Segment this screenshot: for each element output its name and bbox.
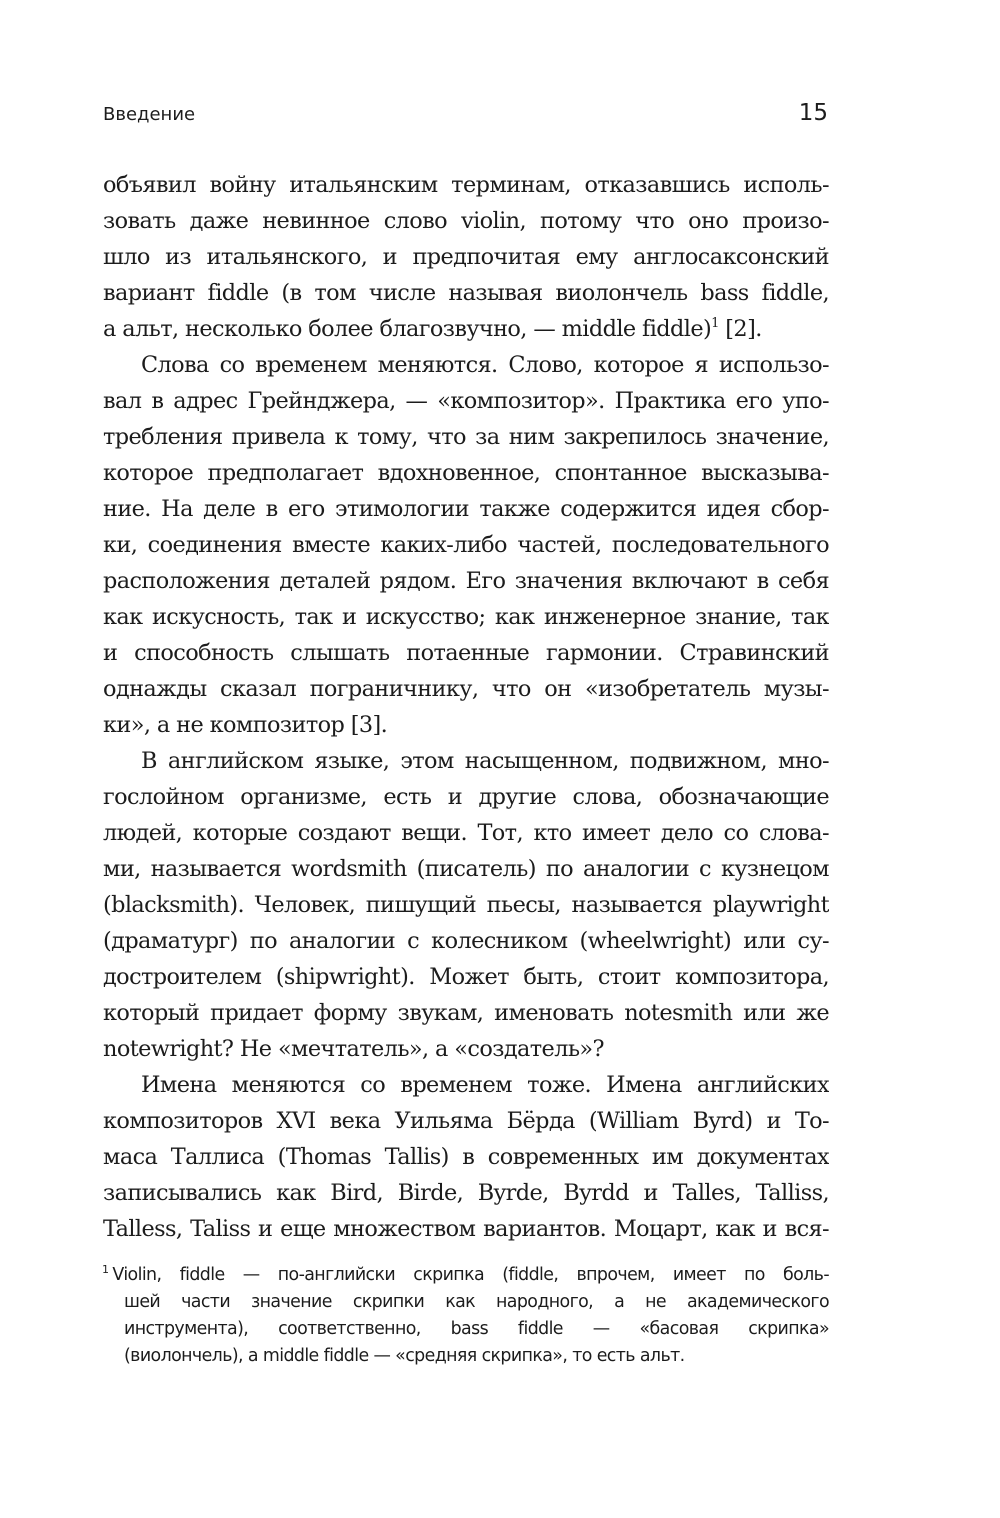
footnote-line: (виолончель), а middle fiddle — «средняя скрипка», то есть альт. [124,1346,685,1366]
text-line: шло из итальянского, и предпочитая ему англосаксонский [103,244,829,270]
body-text [103,167,829,1247]
text-line: как искусность, так и искусство; как инженерное знание, так [103,604,829,630]
page-number: 15 [798,100,828,126]
text-line: (blacksmith). Человек, пишущий пьесы, называется playwright [103,892,829,918]
text-line [103,311,829,347]
text-line: требления привела к тому, что за ним закрепилось значение, [103,424,829,450]
footnote-line-content: Violin, fiddle — по-английски скрипка (fiddle, впрочем, имеет по боль- [112,1265,829,1285]
text-line: Имена меняются со временем тоже. Имена английских [141,1072,829,1098]
paragraph-4 [103,1067,829,1247]
running-head: Введение [103,104,196,125]
text-line: В английском языке, этом насыщенном, подвижном, мно- [141,748,829,774]
text-line: маса Таллиса (Thomas Tallis) в современных им документах [103,1144,829,1170]
text-line: которое предполагает вдохновенное, спонтанное высказыва- [103,460,829,486]
footnote-mark: 1 [102,1263,109,1276]
text-line: ние. На деле в его этимологии также содержится идея сбор- [103,496,829,522]
text-line: зовать даже невинное слово violin, потому что оно произо- [103,208,829,234]
text-line: композиторов XVI века Уильяма Бёрда (William Byrd) и То- [103,1108,829,1134]
text-line: гослойном организме, есть и другие слова, обозначающие [103,784,829,810]
text-line: людей, которые создают вещи. Тот, кто имеет дело со слова- [103,820,829,846]
text-line: (драматург) по аналогии с колесником (wheelwright) или су- [103,928,829,954]
text-line: записывались как Bird, Birde, Byrde, Byrdd и Talles, Talliss, [103,1180,829,1206]
text-line: ми, называется wordsmith (писатель) по аналогии с кузнецом [103,856,829,882]
text-line: достроителем (shipwright). Может быть, стоит композитора, [103,964,829,990]
paragraph-3 [103,743,829,1067]
footnote [102,1262,829,1370]
footnote-reference: 1 [711,316,719,331]
text-line-content: а альт, несколько более благозвучно, — middle fiddle) [103,316,712,342]
text-line: объявил войну итальянским терминам, отказавшись исполь- [103,172,829,198]
text-line: и способность слышать потаенные гармонии. Стравинский [103,640,829,666]
paragraph-2 [103,347,829,743]
text-line: вариант fiddle (в том числе называя виолончель bass fiddle, [103,280,829,306]
text-line: который придает форму звукам, именовать notesmith или же [103,1000,829,1026]
text-line: Talless, Taliss и еще множеством вариантов. Моцарт, как и вся- [103,1216,829,1242]
paragraph-1 [103,167,829,347]
citation-reference: [2]. [718,316,762,342]
text-line: Слова со временем меняются. Слово, которое я использо- [141,352,829,378]
text-line: ки», а не композитор [3]. [103,712,388,738]
footnote-line: шей части значение скрипки как народного, а не академического [124,1292,829,1312]
text-line: однажды сказал пограничнику, что он «изобретатель музы- [103,676,829,702]
text-line: ки, соединения вместе каких-либо частей, последовательного [103,532,829,558]
text-line: notewright? Не «мечтатель», а «создатель»? [103,1036,604,1062]
text-line: расположения деталей рядом. Его значения включают в себя [103,568,829,594]
footnote-line: инструмента), соответственно, bass fiddle — «басовая скрипка» [124,1319,829,1339]
footnote-line [102,1262,829,1289]
text-line: вал в адрес Грейнджера, — «композитор». Практика его упо- [103,388,829,414]
